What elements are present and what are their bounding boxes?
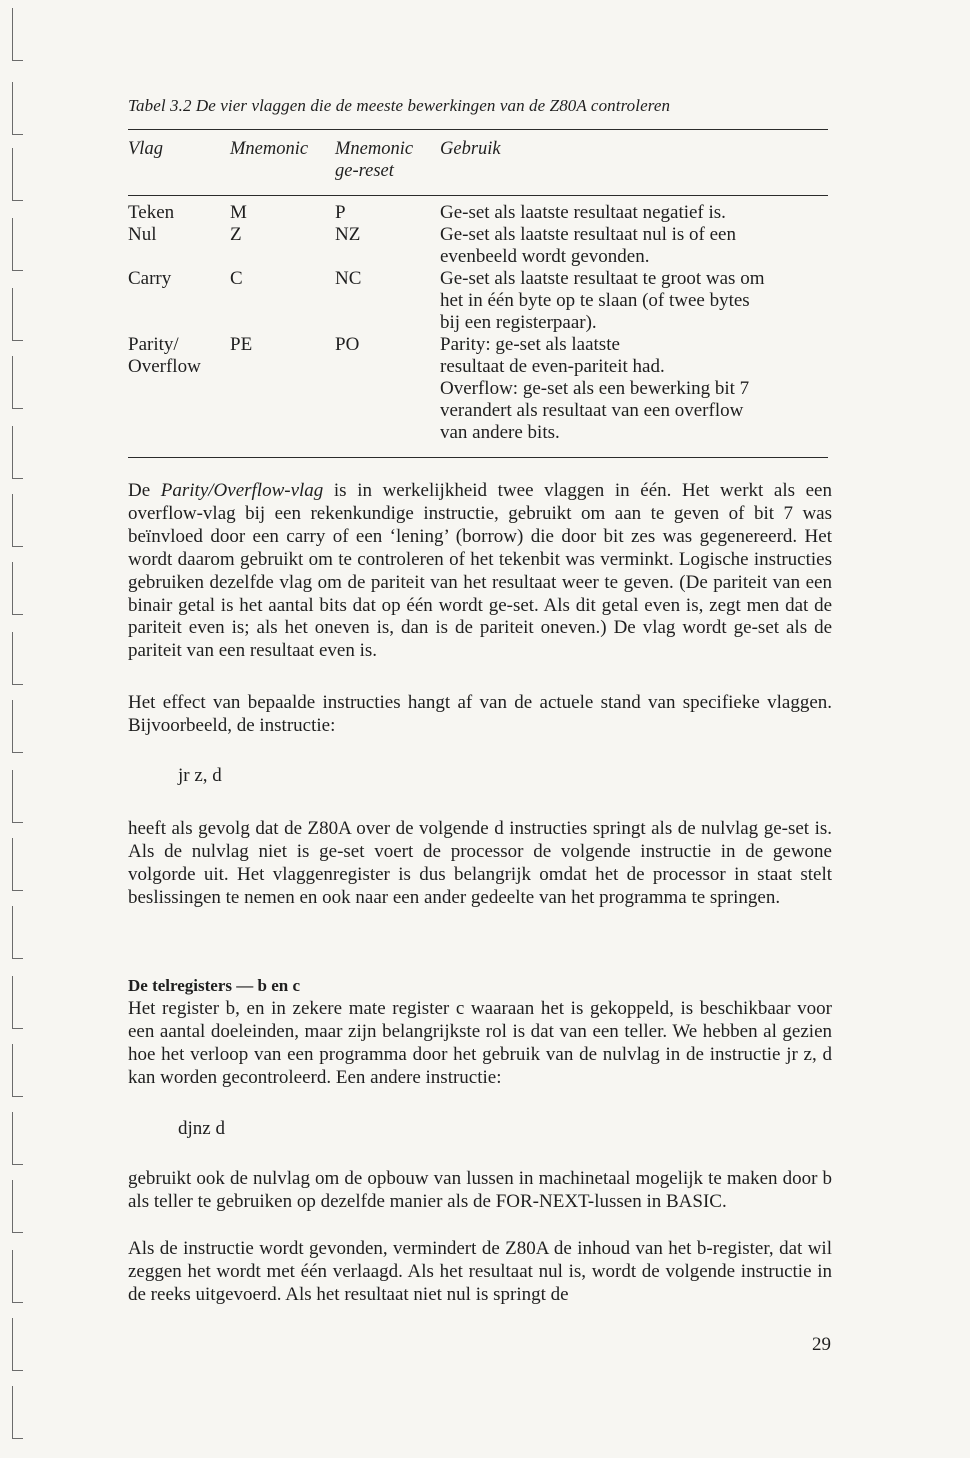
code-jr-z-d: jr z, d	[178, 765, 222, 786]
table-top-rule	[128, 129, 828, 130]
binder-holes	[0, 0, 40, 1458]
table-caption: Tabel 3.2 De vier vlaggen die de meeste bewerkingen van de Z80A controleren	[128, 96, 671, 115]
header-usage: Gebruik	[440, 139, 501, 159]
row-parity-flag: Parity/ Overflow	[128, 334, 201, 377]
table-header-rule	[128, 195, 828, 196]
header-mnemonic-reset-sub: ge-reset	[335, 161, 394, 181]
paragraph-register-b: Het register b, en in zekere mate register c waaraan het is gekoppeld, is beschikbaar voor een aantal doeleinden, maar zijn belangrijkste rol is dat van een teller. We hebben al gezien hoe het verloop van een programma door het gebruik van de nulvlag in de instructie jr z, d kan worden gecontroleerd. Een andere instructie:	[128, 998, 832, 1088]
header-flag: Vlag	[128, 139, 163, 159]
row-carry-reset: NC	[335, 268, 362, 289]
row-nul-flag: Nul	[128, 224, 157, 245]
table-bottom-rule	[128, 457, 828, 458]
section-heading-counter-registers: De telregisters — b en c	[128, 976, 300, 995]
header-mnemonic-set: Mnemonic	[230, 139, 309, 159]
row-parity-set: PE	[230, 334, 253, 355]
header-mnemonic-reset: Mnemonic	[335, 139, 414, 159]
row-teken-reset: P	[335, 202, 346, 223]
row-carry-usage: Ge-set als laatste resultaat te groot was om het in één byte op te slaan (of twee bytes bij een registerpaar).	[440, 268, 765, 333]
row-nul-usage: Ge-set als laatste resultaat nul is of een evenbeeld wordt gevonden.	[440, 224, 736, 267]
row-carry-set: C	[230, 268, 243, 289]
row-nul-reset: NZ	[335, 224, 361, 245]
paragraph-djnz-behaviour: Als de instructie wordt gevonden, vermindert de Z80A de inhoud van het b-register, dat wil zeggen het wordt met één verlaagd. Als het resultaat nul is, wordt de volgende instructie in de reeks uitgevoerd. Als het resultaat niet nul is springt de	[128, 1238, 832, 1305]
row-carry-flag: Carry	[128, 268, 172, 289]
paragraph-jr-explanation: heeft als gevolg dat de Z80A over de volgende d instructies springt als de nulvlag ge-set is. Als de nulvlag niet is ge-set voert de processor de volgende instructie in de gewone volgorde uit. Het vlaggenregister is dus belangrijk omdat het de processor in staat stelt beslissingen te nemen en ook naar een ander gedeelte van het programma te springen.	[128, 818, 832, 908]
row-nul-set: Z	[230, 224, 242, 245]
paragraph-flag-effect: Het effect van bepaalde instructies hangt af van de actuele stand van specifieke vlaggen. Bijvoorbeeld, de instructie:	[128, 692, 832, 736]
paragraph-parity-overflow: De Parity/Overflow-vlag is in werkelijkheid twee vlaggen in één. Het werkt als een overflow-vlag bij een rekenkundige instructie, gebruikt om aan te geven of bit 7 was beïnvloed door een carry of een ‘lening’ (borrow) die door bit zes was gegenereerd. Het wordt daarom gebruikt om te controleren of het tekenbit was verminkt. Logische instructies gebruiken dezelfde vlag om de pariteit van het resultaat weer te geven. (De pariteit van een binair getal is het aantal bits dat op één wordt ge-set. Als dit getal even is, zegt men dat de pariteit even is; als het oneven is, dan is de pariteit oneven.) De vlag wordt ge-set als de pariteit van een resultaat even is.	[128, 480, 832, 662]
term-parity-overflow: Parity/Overflow-vlag	[160, 480, 324, 501]
row-teken-usage: Ge-set als laatste resultaat negatief is.	[440, 202, 726, 223]
paragraph-djnz-usage: gebruikt ook de nulvlag om de opbouw van lussen in machinetaal mogelijk te maken door b als teller te gebruiken op dezelfde manier als de FOR-NEXT-lussen in BASIC.	[128, 1168, 832, 1212]
row-teken-set: M	[230, 202, 247, 223]
code-djnz-d: djnz d	[178, 1118, 225, 1139]
page-number: 29	[812, 1334, 831, 1355]
row-parity-usage: Parity: ge-set als laatste resultaat de even-pariteit had. Overflow: ge-set als een bewerking bit 7 verandert als resultaat van een overflow van andere bits.	[440, 334, 750, 443]
row-parity-reset: PO	[335, 334, 360, 355]
row-teken-flag: Teken	[128, 202, 175, 223]
